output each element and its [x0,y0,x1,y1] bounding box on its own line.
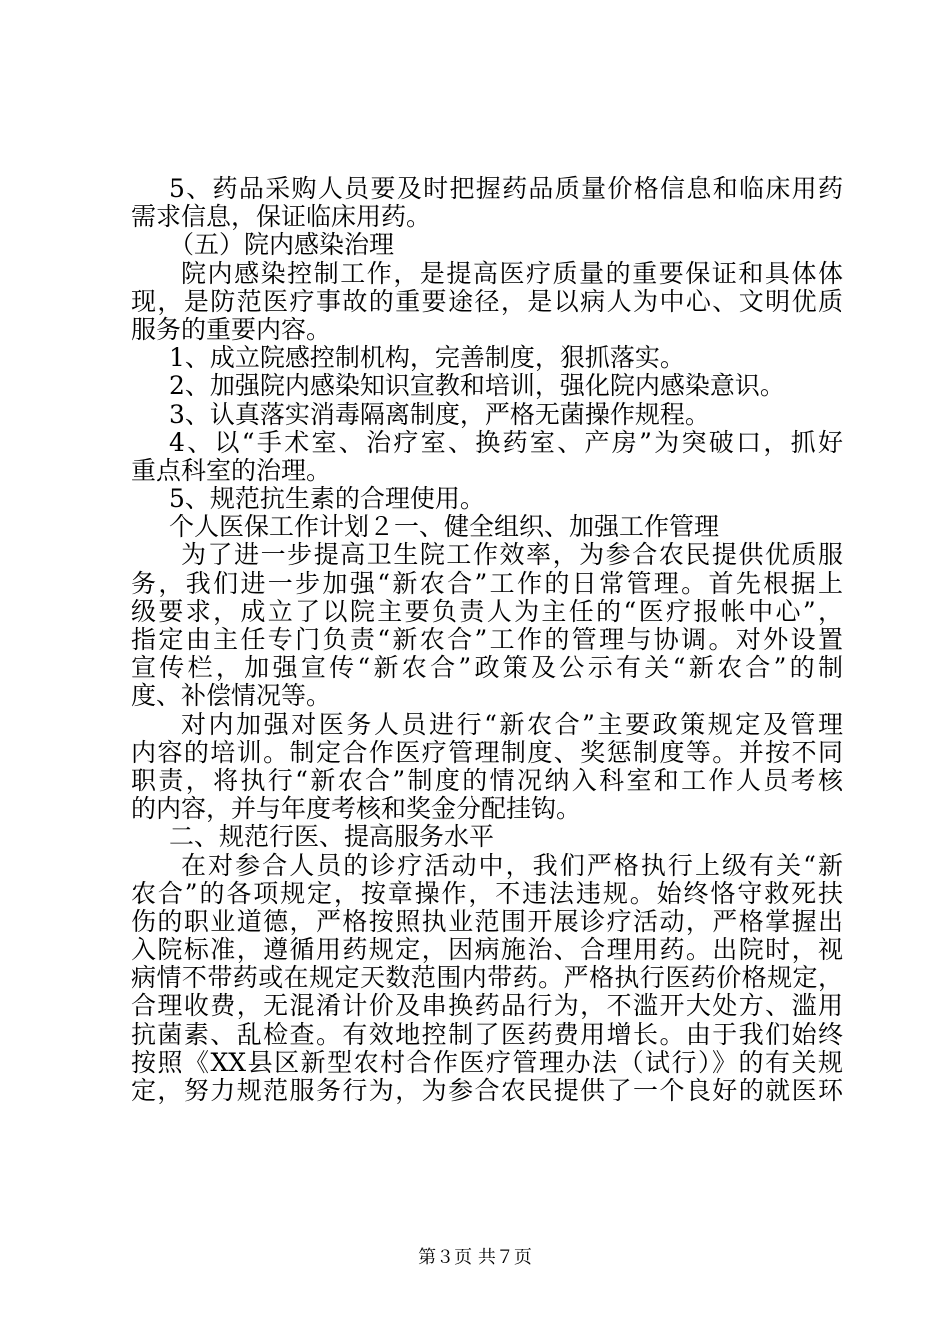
document-body [131,175,843,1105]
list-item: 1、成立院感控制机构，完善制度，狠抓落实。 [169,343,685,373]
paragraph-line: 务，我们进一步加强“新农合”工作的日常管理。首先根据上 [131,568,843,598]
paragraph-line: 在对参合人员的诊疗活动中，我们严格执行上级有关“新 [181,850,843,880]
section-heading: 二、规范行医、提高服务水平 [169,822,495,852]
paragraph-line: 入院标准，遵循用药规定，因病施治、合理用药。出院时，视 [131,935,843,965]
paragraph-line: 指定由主任专门负责“新农合”工作的管理与协调。对外设置 [131,625,843,654]
paragraph-line: 定，努力规范服务行为，为参合农民提供了一个良好的就医环 [131,1076,843,1105]
list-item: 4、以“手术室、治疗室、换药室、产房”为突破口，抓好 [169,427,843,457]
page-footer: 第３页 共７页 [418,1247,532,1268]
paragraph-line: 抗菌素、乱检查。有效地控制了医药费用增长。由于我们始终 [131,1019,843,1049]
paragraph-line: 需求信息，保证临床用药。 [131,202,432,232]
paragraph-line: 的内容，并与年度考核和奖金分配挂钩。 [131,794,582,824]
list-item: 2、加强院内感染知识宣教和培训，强化院内感染意识。 [169,371,785,401]
paragraph-line: 伤的职业道德，严格按照执业范围开展诊疗活动，严格掌握出 [131,906,843,936]
paragraph-line: 宣传栏，加强宣传“新农合”政策及公示有关“新农合”的制 [131,653,843,683]
paragraph-line: 度、补偿情况等。 [131,681,332,711]
list-item: 3、认真落实消毒隔离制度，严格无菌操作规程。 [169,399,710,429]
list-item: 5、规范抗生素的合理使用。 [169,484,485,514]
paragraph-line: 服务的重要内容。 [131,314,332,344]
paragraph-line: 合理收费，无混淆计价及串换药品行为，不滥开大处方、滥用 [131,991,843,1021]
section-heading: （五）院内感染治理 [169,230,395,260]
paragraph-line: 按照《XX县区新型农村合作医疗管理办法（试行）》的有关规 [131,1047,843,1077]
section-heading: 个人医保工作计划２一、健全组织、加强工作管理 [169,512,720,542]
paragraph-line: 病情不带药或在规定天数范围内带药。严格执行医药价格规定， [131,963,843,993]
paragraph-line: 重点科室的治理。 [131,455,332,485]
paragraph-line: 为了进一步提高卫生院工作效率，为参合农民提供优质服 [181,540,843,570]
paragraph-line: 现，是防范医疗事故的重要途径，是以病人为中心、文明优质 [131,286,843,316]
paragraph-line: 院内感染控制工作，是提高医疗质量的重要保证和具体体 [181,258,843,288]
paragraph-line: 农合”的各项规定，按章操作，不违法违规。始终恪守救死扶 [131,878,843,908]
paragraph-line: 内容的培训。制定合作医疗管理制度、奖惩制度等。并按不同 [131,737,843,767]
paragraph-line: 级要求，成立了以院主要负责人为主任的“医疗报帐中心”， [131,596,843,626]
paragraph-line: 职责，将执行“新农合”制度的情况纳入科室和工作人员考核 [131,765,843,795]
paragraph-line: 对内加强对医务人员进行“新农合”主要政策规定及管理 [181,709,843,739]
paragraph-line: 5、药品采购人员要及时把握药品质量价格信息和临床用药 [169,174,843,203]
